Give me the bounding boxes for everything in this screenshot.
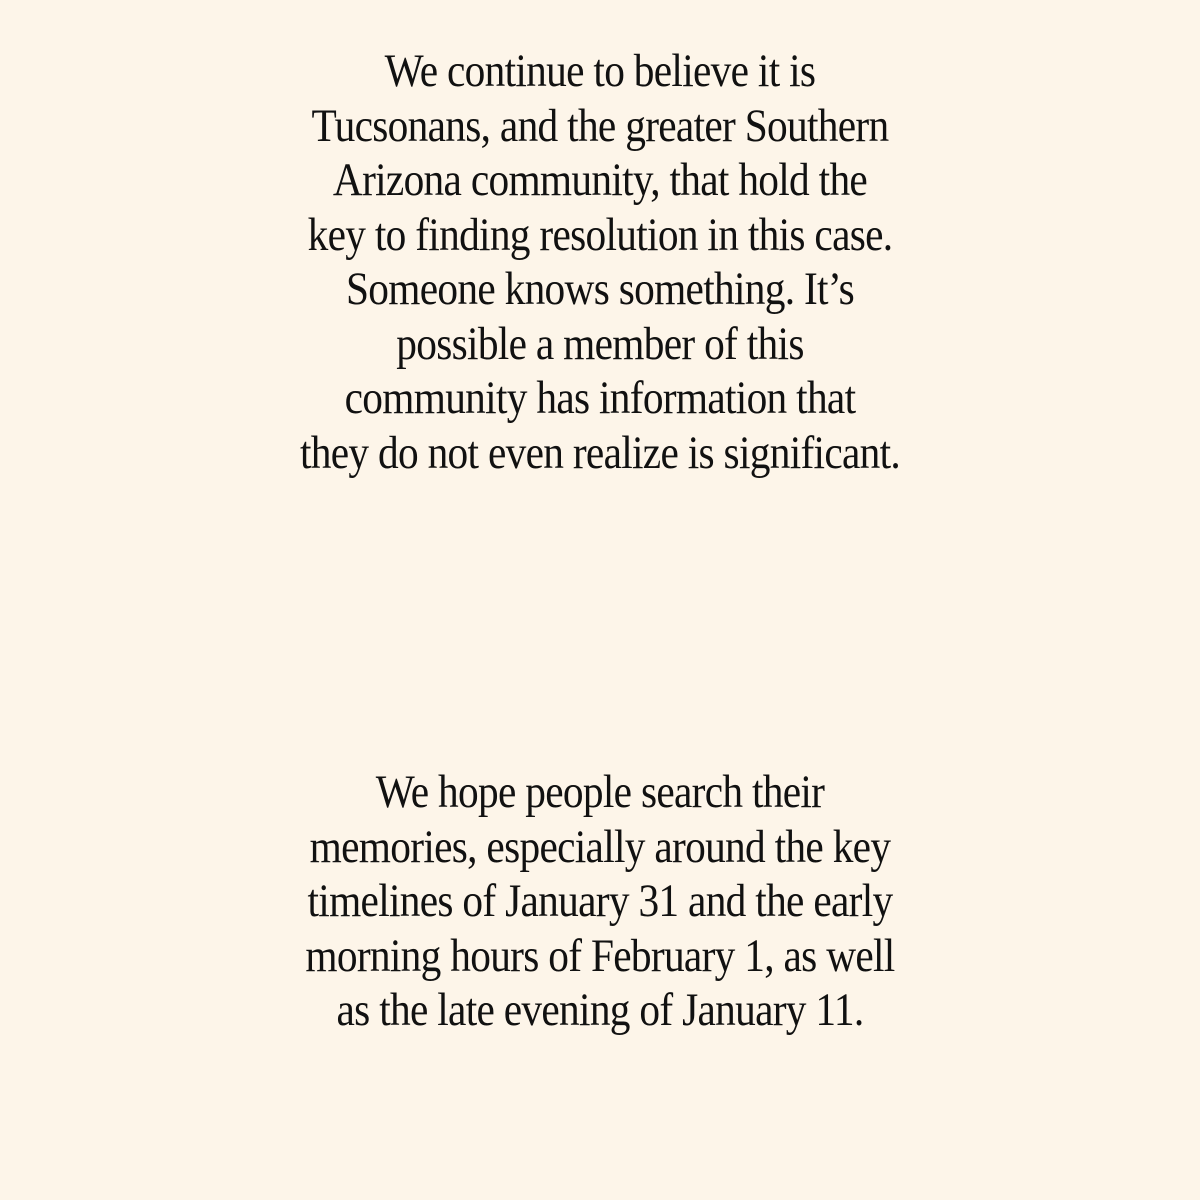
text-line: possible a member of this xyxy=(396,317,804,370)
text-line: Tucsonans, and the greater Southern xyxy=(311,99,889,152)
text-line: memories, especially around the key xyxy=(309,820,891,873)
text-line: morning hours of February 1, as well xyxy=(305,929,895,982)
text-line: Someone knows something. It’s xyxy=(345,263,855,315)
text-line: Arizona community, that hold the xyxy=(332,154,868,206)
text-line: We continue to believe it is xyxy=(384,45,816,97)
text-line: as the late evening of January 11. xyxy=(336,984,864,1036)
paragraph-2 xyxy=(0,765,1200,1038)
paragraph-1 xyxy=(0,44,1200,480)
text-line: We hope people search their xyxy=(375,766,825,818)
text-line: timelines of January 31 and the early xyxy=(307,875,893,927)
text-line: they do not even realize is significant. xyxy=(299,426,901,479)
text-line: community has information that xyxy=(344,372,856,424)
text-line: key to finding resolution in this case. xyxy=(307,208,893,261)
